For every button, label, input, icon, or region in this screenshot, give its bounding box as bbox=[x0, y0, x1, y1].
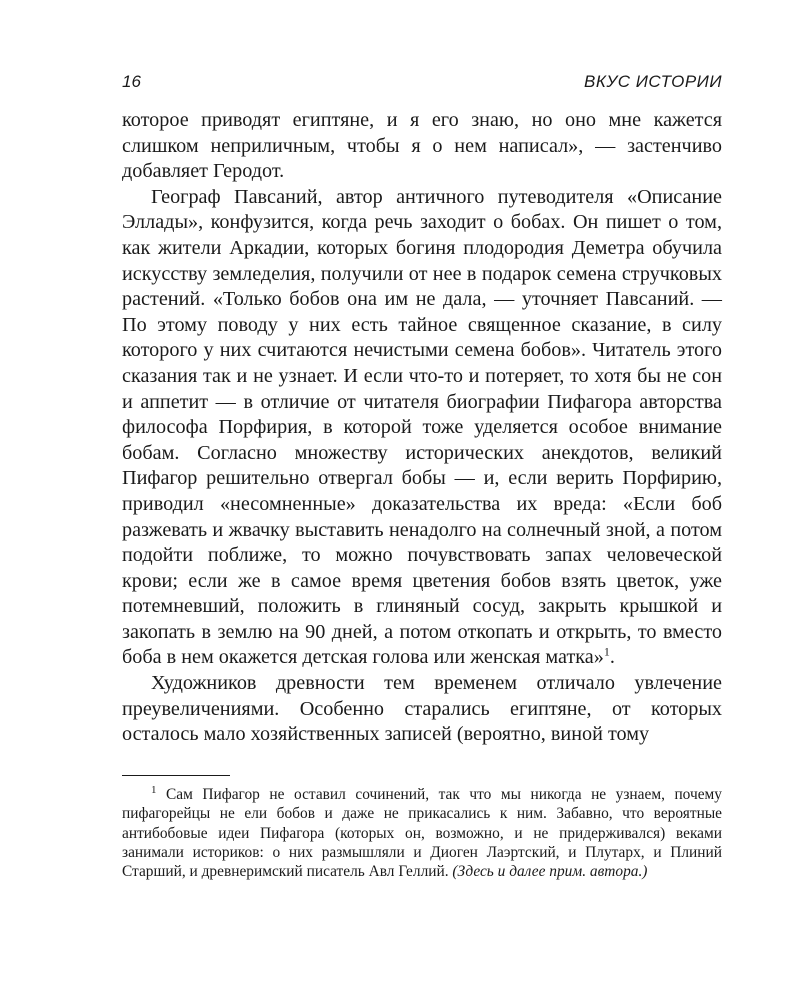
book-title: ВКУС ИСТОРИИ bbox=[584, 72, 722, 91]
page-number: 16 bbox=[122, 72, 141, 91]
footnote-divider bbox=[122, 775, 230, 776]
paragraph-artists bbox=[122, 671, 722, 748]
paragraph-text: Художников древности тем временем отличало увлечение преувеличениями. Особенно старались египтяне, от которых осталось мало хозяйственных записей (вероятно, виной тому bbox=[122, 672, 722, 746]
paragraph-pausanias: Географ Павсаний, автор античного путеводителя «Описание Эллады», конфузится, когда речь заходит о бобах. Он пишет о том, как жители Аркадии, которых богиня плодородия Деметра обучила искусству земледелия, получили от нее в подарок семена стручковых растений. «Только бобов она им не дала, — уточняет Павсаний. — По этому поводу у них есть тайное священное сказание, в силу которого у них считаются нечистыми семена бобов». Читатель этого сказания так и не узнает. И если что-то и потеряет, то хотя бы не сон и аппетит — в отличие от читателя биографии Пифагора авторства философа Порфирия, в которой тоже уделяется особое внимание бобам. Согласно множеству исторических анекдотов, великий Пифагор решительно отвергал бобы — и, если верить Порфирию, приводил «несомненные» доказательства их вреда: «Если боб разжевать и жвачку выставить ненадолго на солнечный зной, а потом подойти поближе, то можно почувствовать запах человеческой крови; если же в самое время цветения бобов взять цветок, уже потемневший, положить в глиняный сосуд, закрыть крышкой и закопать в землю на 90 дней, а потом откопать и открыть, то вместо боба в нем окажется детская голова или женская матка»$^1$. bbox=[122, 185, 722, 669]
footnote-text: Сам Пифагор не оставил сочинений, так что мы никогда не узнаем, почему пифагорейцы не ели бобов и даже не прикасались к ним. Забавно, что вероятные антибобовые идеи Пифагора (которых он, возможно, и не придерживался) веками занимали историков: о них размышляли и Диоген Лаэртский, и Плутарх, и Плиний Старший, и древнеримский писатель Авл Геллий. bbox=[122, 786, 722, 881]
footnote-author-note: (Здесь и далее прим. автора.) bbox=[452, 863, 648, 881]
body-text bbox=[122, 108, 722, 748]
footnote bbox=[122, 785, 722, 881]
paragraph-text: которое приводят египтяне, и я его знаю, но оно мне кажется слишком неприличным, чтобы я о нем написал», — застенчиво добавляет Геродот. bbox=[122, 109, 722, 183]
footnote-marker: 1 bbox=[151, 783, 157, 796]
paragraph-continued bbox=[122, 108, 722, 185]
footnote-reference: 1 bbox=[603, 644, 610, 659]
running-head bbox=[122, 72, 722, 96]
paragraph-text: Географ Павсаний, автор античного путеводителя «Описание Эллады», конфузится, когда речь заходит о бобах. Он пишет о том, как жители Аркадии, которых богиня плодородия Деметра обучила искусству земледелия, получили от нее в подарок семена стручковых растений. «Только бобов она им не дала, — уточняет Павсаний. — По этому поводу у них есть тайное священное сказание, в силу которого у них считаются нечистыми семена бобов». Читатель этого сказания так и не узнает. И если что-то и потеряет, то хотя бы не сон и аппетит — в отличие от читателя биографии Пифагора авторства философа Порфирия, в которой тоже уделяется особое внимание бобам. Согласно множеству исторических анекдотов, великий Пифагор решительно отвергал бобы — и, если верить Порфирию, приводил «несомненные» доказательства их вреда: «Если боб разжевать и жвачку выставить ненадолго на солнечный зной, а потом подойти поближе, то можно почувствовать запах человеческой крови; если же в самое время цветения бобов взять цветок, уже потемневший, положить в глиняный сосуд, закрыть крышкой и закопать в землю на 90 дней, а потом откопать и открыть, то вместо боба в нем окажется детская голова или женская матка» bbox=[122, 185, 722, 669]
